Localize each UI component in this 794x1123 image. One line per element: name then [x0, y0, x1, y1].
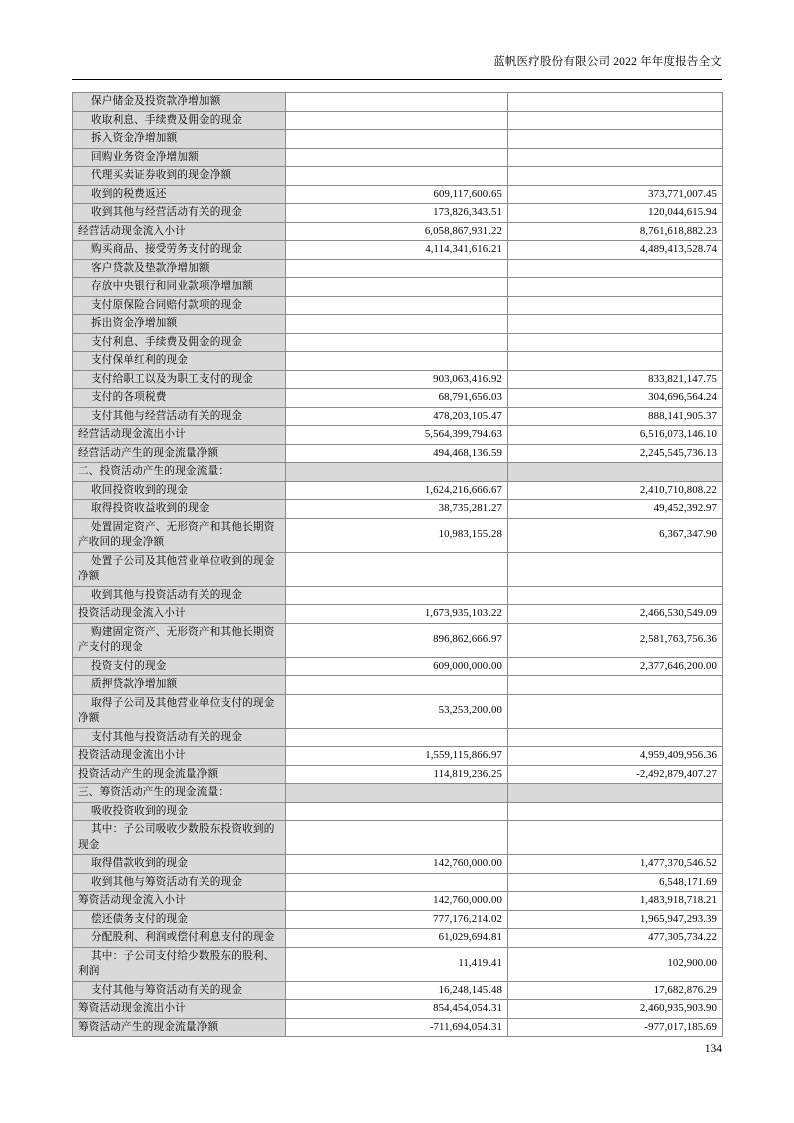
table-row	[73, 623, 723, 657]
row-value-previous	[508, 333, 723, 352]
table-row	[73, 148, 723, 167]
row-label: 处置子公司及其他营业单位收到的现金净额	[73, 552, 286, 586]
row-value-previous: 4,489,413,528.74	[508, 241, 723, 260]
row-value-previous	[508, 278, 723, 297]
row-value-previous: 2,410,710,808.22	[508, 481, 723, 500]
row-value-previous: 1,477,370,546.52	[508, 855, 723, 874]
row-value-previous: 1,483,918,718.21	[508, 892, 723, 911]
row-label: 吸收投资收到的现金	[73, 802, 286, 821]
table-row	[73, 185, 723, 204]
table-row	[73, 586, 723, 605]
row-label: 经营活动现金流出小计	[73, 426, 286, 445]
row-label: 支付其他与经营活动有关的现金	[73, 407, 286, 426]
table-row	[73, 802, 723, 821]
row-value-current: 6,058,867,931.22	[286, 222, 508, 241]
row-label: 筹资活动现金流出小计	[73, 1000, 286, 1019]
row-label: 投资活动现金流入小计	[73, 605, 286, 624]
row-value-previous	[508, 552, 723, 586]
row-value-current: 494,468,136.59	[286, 444, 508, 463]
row-label: 筹资活动现金流入小计	[73, 892, 286, 911]
row-value-previous: 102,900.00	[508, 947, 723, 981]
row-value-current	[286, 333, 508, 352]
row-value-current: 68,791,656.03	[286, 389, 508, 408]
row-value-previous: 2,245,545,736.13	[508, 444, 723, 463]
table-row	[73, 657, 723, 676]
table-row	[73, 910, 723, 929]
header-divider-rule	[72, 79, 722, 80]
table-row	[73, 463, 723, 482]
row-value-previous	[508, 315, 723, 334]
table-row	[73, 747, 723, 766]
table-row	[73, 481, 723, 500]
row-value-previous: 1,965,947,293.39	[508, 910, 723, 929]
row-value-previous: 49,452,392.97	[508, 500, 723, 519]
row-label: 支付其他与投资活动有关的现金	[73, 728, 286, 747]
row-value-current: 854,454,054.31	[286, 1000, 508, 1019]
row-label: 投资活动产生的现金流量净额	[73, 765, 286, 784]
row-value-previous	[508, 586, 723, 605]
row-label: 收到其他与投资活动有关的现金	[73, 586, 286, 605]
row-label: 支付的各项税费	[73, 389, 286, 408]
row-label: 收到的税费返还	[73, 185, 286, 204]
row-label: 代理买卖证券收到的现金净额	[73, 167, 286, 186]
row-label: 存放中央银行和同业款项净增加额	[73, 278, 286, 297]
row-value-previous: 2,581,763,756.36	[508, 623, 723, 657]
row-value-current	[286, 586, 508, 605]
row-label: 支付其他与筹资活动有关的现金	[73, 981, 286, 1000]
row-label: 经营活动产生的现金流量净额	[73, 444, 286, 463]
row-value-current: 609,000,000.00	[286, 657, 508, 676]
row-value-current: 1,624,216,666.67	[286, 481, 508, 500]
page-header-title: 蓝帆医疗股份有限公司 2022 年年度报告全文	[493, 56, 722, 68]
row-value-current	[286, 111, 508, 130]
row-value-previous	[508, 676, 723, 695]
row-value-previous	[508, 167, 723, 186]
row-value-current	[286, 148, 508, 167]
row-value-current: 478,203,105.47	[286, 407, 508, 426]
row-value-previous	[508, 821, 723, 855]
table-row	[73, 241, 723, 260]
row-label: 收回投资收到的现金	[73, 481, 286, 500]
row-value-previous: 6,516,073,146.10	[508, 426, 723, 445]
row-value-previous: 888,141,905.37	[508, 407, 723, 426]
cash-flow-table-body	[73, 93, 723, 1037]
row-label: 收到其他与经营活动有关的现金	[73, 204, 286, 223]
row-label: 拆出资金净增加额	[73, 315, 286, 334]
row-value-previous	[508, 259, 723, 278]
row-label: 取得借款收到的现金	[73, 855, 286, 874]
row-value-current: 16,248,145.48	[286, 981, 508, 1000]
row-value-current	[286, 259, 508, 278]
row-value-current	[286, 802, 508, 821]
row-label: 支付保单红利的现金	[73, 352, 286, 371]
row-value-previous: 304,696,564.24	[508, 389, 723, 408]
row-value-previous: 120,044,615.94	[508, 204, 723, 223]
row-value-previous	[508, 728, 723, 747]
row-value-current	[286, 463, 508, 482]
row-value-current	[286, 676, 508, 695]
row-value-current	[286, 296, 508, 315]
row-value-previous: 2,466,530,549.09	[508, 605, 723, 624]
row-label: 支付给职工以及为职工支付的现金	[73, 370, 286, 389]
row-value-current: 10,983,155.28	[286, 518, 508, 552]
row-value-current: 142,760,000.00	[286, 892, 508, 911]
row-value-current: 142,760,000.00	[286, 855, 508, 874]
row-value-previous: 4,959,409,956.36	[508, 747, 723, 766]
table-row	[73, 929, 723, 948]
table-row	[73, 821, 723, 855]
row-value-previous: 6,548,171.69	[508, 873, 723, 892]
row-value-previous	[508, 111, 723, 130]
row-value-current	[286, 728, 508, 747]
row-label: 取得投资收益收到的现金	[73, 500, 286, 519]
row-label: 回购业务资金净增加额	[73, 148, 286, 167]
row-label: 处置固定资产、无形资产和其他长期资产收回的现金净额	[73, 518, 286, 552]
row-value-previous: 2,377,646,200.00	[508, 657, 723, 676]
row-label: 其中：子公司支付给少数股东的股利、利润	[73, 947, 286, 981]
table-row	[73, 873, 723, 892]
table-row	[73, 605, 723, 624]
table-row	[73, 892, 723, 911]
row-value-current: 1,559,115,866.97	[286, 747, 508, 766]
table-row	[73, 784, 723, 803]
row-label: 分配股利、利润或偿付利息支付的现金	[73, 929, 286, 948]
table-row	[73, 947, 723, 981]
row-value-previous	[508, 352, 723, 371]
page-number: 134	[704, 1043, 722, 1055]
row-value-current: 61,029,694.81	[286, 929, 508, 948]
row-value-current: 777,176,214.02	[286, 910, 508, 929]
row-value-previous: 477,305,734.22	[508, 929, 723, 948]
row-value-previous	[508, 802, 723, 821]
row-label: 拆入资金净增加额	[73, 130, 286, 149]
row-label: 三、筹资活动产生的现金流量：	[73, 784, 286, 803]
table-row	[73, 1000, 723, 1019]
table-row	[73, 444, 723, 463]
row-label: 客户贷款及垫款净增加额	[73, 259, 286, 278]
cash-flow-statement-table	[72, 92, 723, 1037]
table-row	[73, 130, 723, 149]
row-label: 支付原保险合同赔付款项的现金	[73, 296, 286, 315]
row-value-current	[286, 552, 508, 586]
row-value-previous	[508, 93, 723, 112]
row-label: 经营活动现金流入小计	[73, 222, 286, 241]
table-row	[73, 728, 723, 747]
row-value-previous	[508, 296, 723, 315]
row-value-previous: -2,492,879,407.27	[508, 765, 723, 784]
row-label: 其中：子公司吸收少数股东投资收到的现金	[73, 821, 286, 855]
row-label: 支付利息、手续费及佣金的现金	[73, 333, 286, 352]
row-value-current	[286, 873, 508, 892]
row-label: 取得子公司及其他营业单位支付的现金净额	[73, 694, 286, 728]
table-row	[73, 352, 723, 371]
row-label: 收到其他与筹资活动有关的现金	[73, 873, 286, 892]
table-row	[73, 407, 723, 426]
table-row	[73, 278, 723, 297]
row-value-current: 53,253,200.00	[286, 694, 508, 728]
table-row	[73, 1018, 723, 1037]
row-value-current: -711,694,054.31	[286, 1018, 508, 1037]
row-value-current: 5,564,399,794.63	[286, 426, 508, 445]
row-value-current: 4,114,341,616.21	[286, 241, 508, 260]
row-label: 投资支付的现金	[73, 657, 286, 676]
row-value-previous: 6,367,347.90	[508, 518, 723, 552]
row-label: 筹资活动产生的现金流量净额	[73, 1018, 286, 1037]
table-row	[73, 426, 723, 445]
table-row	[73, 204, 723, 223]
row-label: 购买商品、接受劳务支付的现金	[73, 241, 286, 260]
row-value-current: 38,735,281.27	[286, 500, 508, 519]
table-row	[73, 111, 723, 130]
table-row	[73, 259, 723, 278]
table-row	[73, 296, 723, 315]
row-value-current: 11,419.41	[286, 947, 508, 981]
table-row	[73, 855, 723, 874]
row-value-previous: 17,682,876.29	[508, 981, 723, 1000]
row-label: 投资活动现金流出小计	[73, 747, 286, 766]
row-label: 收取利息、手续费及佣金的现金	[73, 111, 286, 130]
row-label: 购建固定资产、无形资产和其他长期资产支付的现金	[73, 623, 286, 657]
table-row	[73, 370, 723, 389]
table-row	[73, 93, 723, 112]
row-value-current	[286, 278, 508, 297]
row-label: 二、投资活动产生的现金流量：	[73, 463, 286, 482]
row-value-previous	[508, 130, 723, 149]
row-label: 偿还债务支付的现金	[73, 910, 286, 929]
row-value-current	[286, 130, 508, 149]
row-value-current	[286, 315, 508, 334]
table-row	[73, 500, 723, 519]
row-value-current: 903,063,416.92	[286, 370, 508, 389]
row-value-current	[286, 93, 508, 112]
row-value-current	[286, 784, 508, 803]
row-value-current: 173,826,343.51	[286, 204, 508, 223]
table-row	[73, 518, 723, 552]
row-value-previous	[508, 463, 723, 482]
row-value-current: 609,117,600.65	[286, 185, 508, 204]
table-row	[73, 389, 723, 408]
row-value-previous: 373,771,007.45	[508, 185, 723, 204]
row-value-current	[286, 352, 508, 371]
row-label: 保户储金及投资款净增加额	[73, 93, 286, 112]
row-value-previous	[508, 694, 723, 728]
row-value-current	[286, 167, 508, 186]
row-value-current: 896,862,666.97	[286, 623, 508, 657]
row-value-previous: -977,017,185.69	[508, 1018, 723, 1037]
table-row	[73, 676, 723, 695]
table-row	[73, 694, 723, 728]
table-row	[73, 765, 723, 784]
row-value-current	[286, 821, 508, 855]
table-row	[73, 315, 723, 334]
row-label: 质押贷款净增加额	[73, 676, 286, 695]
row-value-previous	[508, 148, 723, 167]
row-value-current: 1,673,935,103.22	[286, 605, 508, 624]
table-row	[73, 981, 723, 1000]
row-value-previous: 8,761,618,882.23	[508, 222, 723, 241]
table-row	[73, 552, 723, 586]
row-value-previous: 2,460,935,903.90	[508, 1000, 723, 1019]
table-row	[73, 333, 723, 352]
table-row	[73, 222, 723, 241]
table-row	[73, 167, 723, 186]
row-value-previous: 833,821,147.75	[508, 370, 723, 389]
row-value-previous	[508, 784, 723, 803]
row-value-current: 114,819,236.25	[286, 765, 508, 784]
